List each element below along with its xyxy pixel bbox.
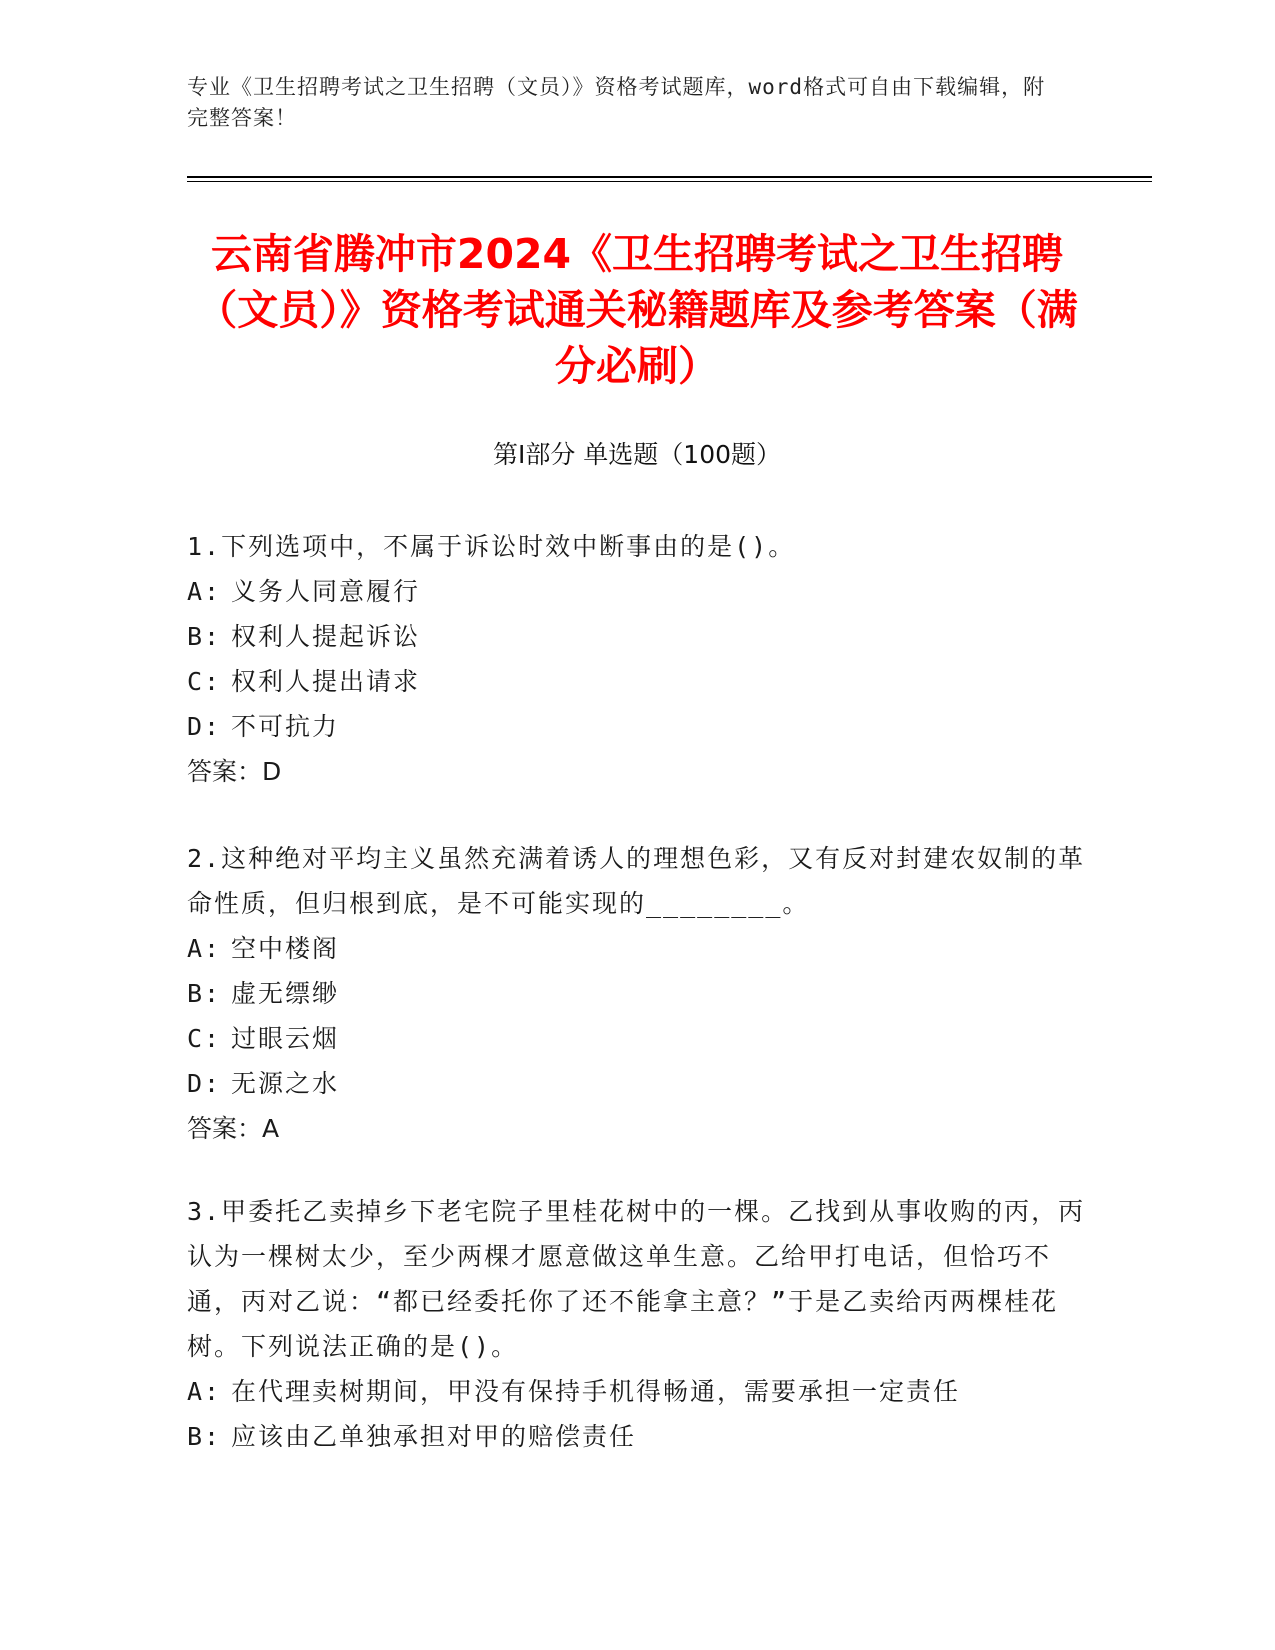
option-c [187, 659, 1087, 704]
option-b [187, 614, 1087, 659]
header-divider [187, 176, 1152, 178]
option-text: 无源之水 [231, 1069, 340, 1098]
option-letter: D: [187, 1069, 222, 1098]
option-b [187, 1414, 1087, 1459]
option-letter: A: [187, 1377, 222, 1406]
option-text: 权利人提出请求 [231, 667, 421, 696]
document-title: 云南省腾冲市2024《卫生招聘考试之卫生招聘（文员）》资格考试通关秘籍题库及参考答案（满分必刷） [196, 230, 1078, 390]
section-heading: 第Ⅰ部分 单选题（100题） [492, 440, 782, 469]
option-letter: D: [187, 712, 222, 741]
option-c [187, 1016, 1087, 1061]
option-text: 应该由乙单独承担对甲的赔偿责任 [231, 1422, 637, 1451]
option-text: 虚无缥缈 [231, 979, 340, 1008]
option-text: 不可抗力 [231, 712, 340, 741]
option-letter: B: [187, 979, 222, 1008]
question-2 [187, 836, 1087, 1151]
option-d [187, 1061, 1087, 1106]
option-letter: C: [187, 667, 222, 696]
option-text: 义务人同意履行 [231, 577, 421, 606]
option-a [187, 569, 1087, 614]
option-letter: C: [187, 1024, 222, 1053]
option-a [187, 1369, 1087, 1414]
option-letter: B: [187, 622, 222, 651]
option-text: 空中楼阁 [231, 934, 340, 963]
option-letter: A: [187, 577, 222, 606]
option-a [187, 926, 1087, 971]
answer-line: 答案：D [187, 757, 282, 786]
option-text: 权利人提起诉讼 [231, 622, 421, 651]
option-letter: B: [187, 1422, 222, 1451]
option-letter: A: [187, 934, 222, 963]
header-divider-thin [187, 181, 1152, 182]
question-stem: 1.下列选项中，不属于诉讼时效中断事由的是()。 [187, 532, 796, 561]
question-stem: 3.甲委托乙卖掉乡下老宅院子里桂花树中的一棵。乙找到从事收购的丙，丙认为一棵树太少，至少两棵才愿意做这单生意。乙给甲打电话，但恰巧不通，丙对乙说：“都已经委托你了还不能拿主意？”于是乙卖给丙两棵桂花树。下列说法正确的是()。 [187, 1197, 1086, 1361]
option-text: 在代理卖树期间，甲没有保持手机得畅通，需要承担一定责任 [231, 1377, 961, 1406]
answer-line: 答案：A [187, 1114, 280, 1143]
option-text: 过眼云烟 [231, 1024, 340, 1053]
question-3 [187, 1189, 1087, 1459]
question-1 [187, 524, 1087, 794]
question-stem: 2.这种绝对平均主义虽然充满着诱人的理想色彩，又有反对封建农奴制的革命性质，但归根到底，是不可能实现的________。 [187, 844, 1086, 918]
option-d [187, 704, 1087, 749]
header-note: 专业《卫生招聘考试之卫生招聘（文员）》资格考试题库，word格式可自由下载编辑，附完整答案！ [187, 75, 1046, 130]
option-b [187, 971, 1087, 1016]
